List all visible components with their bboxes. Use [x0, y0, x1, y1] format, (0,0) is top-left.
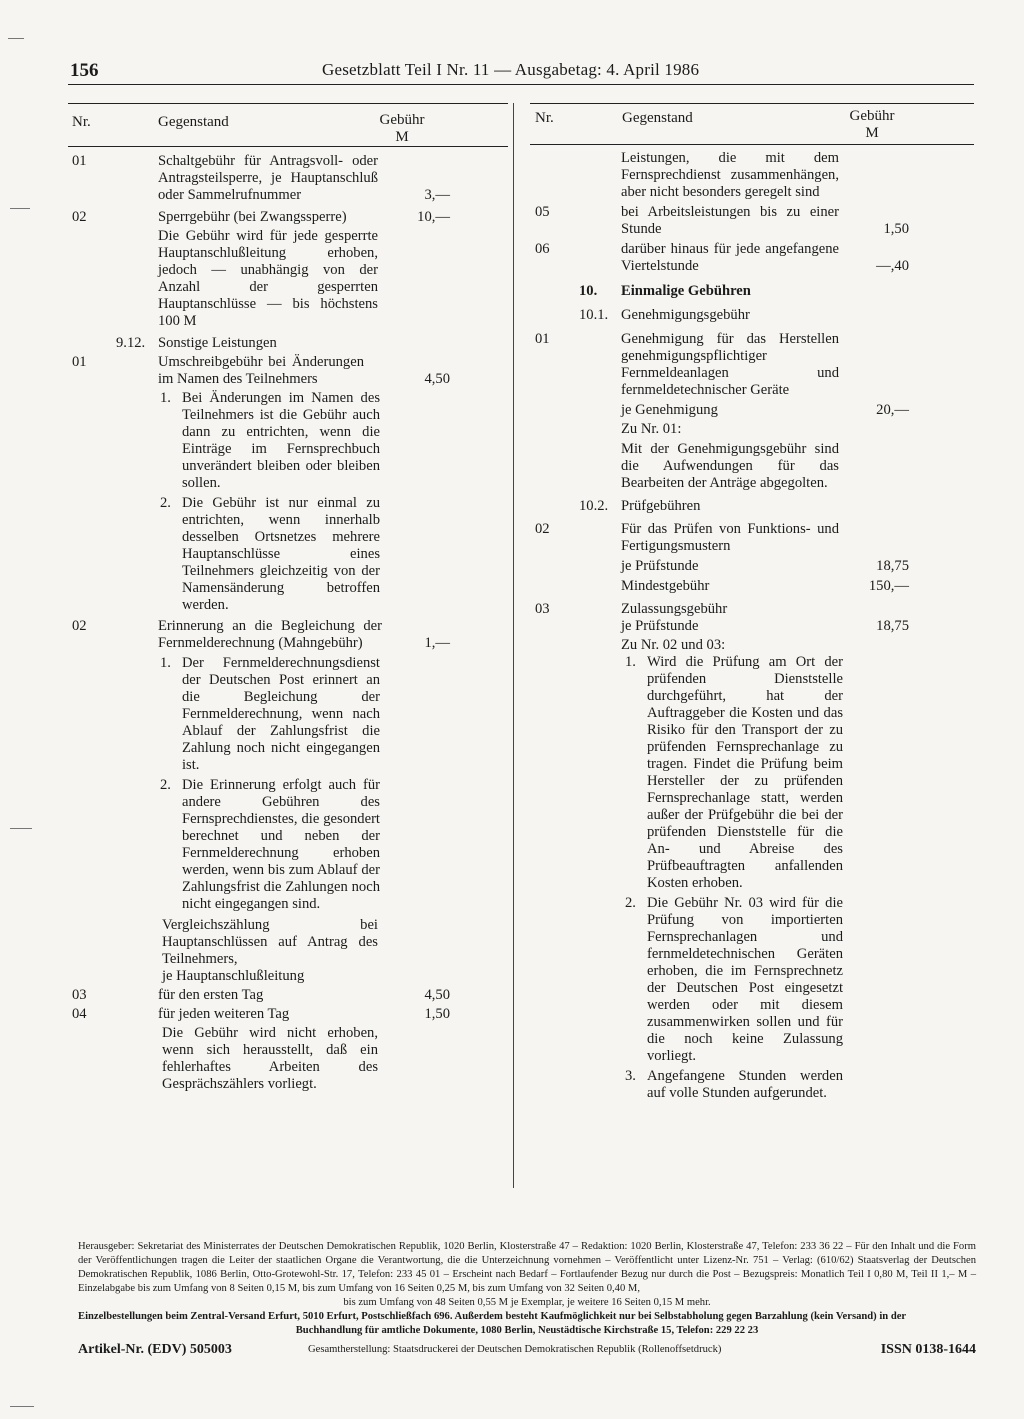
row-number: 03 — [72, 987, 87, 1003]
fee-label: Gebühr — [379, 112, 425, 128]
gazette-title: Gesetzblatt Teil I Nr. 11 — Ausgabetag: 4. April 1986 — [322, 60, 700, 79]
left-header-nr: Nr. — [72, 114, 91, 130]
row-number: 03 — [535, 601, 550, 617]
fee-row-02-reminder — [72, 618, 504, 652]
row-fee: 20,— — [876, 402, 909, 418]
section-title: Einmalige Gebühren — [621, 283, 751, 299]
left-column-rule — [68, 103, 508, 104]
note-number: 1. — [160, 655, 171, 671]
section-10 — [535, 283, 972, 300]
row-number: 04 — [72, 1006, 87, 1022]
intro-text: Leistungen, die mit dem Fernsprechdienst zusammenhängen, aber nicht besonders geregelt sind — [621, 150, 839, 200]
row-note: Mit der Genehmigungsgebühr sind die Aufwendungen für das Bearbeiten der Anträge abgegolten. — [621, 441, 839, 491]
note-text: Der Fernmelderechnungsdienst der Deutschen Post erinnert an die Begleichung der Fernmelderechnung, wenn nach Ablauf der Zahlungsfrist die Zahlung noch nicht eingegangen ist. — [182, 655, 380, 773]
comparison-count-sub: je Hauptanschlußleitung — [162, 968, 305, 984]
row-note: Die Gebühr wird für jede gesperrte Hauptanschlußleitung erhoben, jedoch — unabhängig von der Anzahl der gesperrten Hauptanschlüsse — bis höchstens 100 M — [158, 228, 378, 329]
row-fee: 10,— — [417, 209, 450, 225]
row-number: 02 — [72, 618, 87, 634]
fee-row-02 — [72, 209, 504, 226]
left-header-fee — [372, 112, 432, 146]
fee-row-01 — [72, 153, 504, 204]
section-9-12 — [72, 335, 504, 352]
row-fee: 150,— — [868, 578, 909, 594]
row-text: Sperrgebühr (bei Zwangssperre) — [158, 209, 347, 225]
row-text: Umschreibgebühr bei Änderungen im Namen des Teilnehmers — [158, 354, 364, 387]
left-column — [72, 153, 504, 1093]
note-item — [160, 495, 380, 614]
note-text: Angefangene Stunden werden auf volle Stunden aufgerundet. — [647, 1068, 843, 1101]
right-column-rule — [530, 103, 974, 104]
row-text: Schaltgebühr für Antragsvoll- oder Antragsteilsperre, je Hauptanschluß oder Sammelrufnummer — [158, 153, 378, 203]
row-text: Erinnerung an die Begleichung der Fernmelderechnung (Mahngebühr) — [158, 618, 382, 651]
page-number: 156 — [70, 60, 99, 81]
approval-test-fee-line — [535, 618, 972, 635]
row-note: Die Gebühr wird nicht erhoben, wenn sich herausstellt, daß ein fehlerhaftes Arbeiten des Gesprächszählers vorliegt. — [162, 1025, 378, 1092]
note-text: Wird die Prüfung am Ort der prüfenden Dienststelle durchgeführt, hat der Auftraggeber die Kosten und das Risiko für den Transport der zu prüfenden Fernsprechanlage zu tragen. Findet die Prüfung beim Hersteller der zu prüfenden Fernsprechanlage statt, werden außer der Prüfgebühr die bei der prüfenden Dienststelle für die An- und Abreise des Prüfbeauftragten anfallenden Kosten erhoben. — [647, 654, 843, 891]
row-fee: 18,75 — [876, 558, 909, 574]
row-fee: —,40 — [876, 258, 909, 274]
row-fee: 1,50 — [424, 1006, 450, 1022]
fee-unit: M — [395, 129, 409, 145]
fee-row-04 — [72, 1006, 504, 1023]
row-fee: 1,50 — [883, 221, 909, 237]
row-text: bei Arbeitsleistungen bis zu einer Stunde — [621, 204, 839, 237]
note-text: Die Erinnerung erfolgt auch für andere Gebühren des Fernsprechdienstes, die gesondert berechnet und neben der Fernmelderechnung erhoben werden, wenn bis zum Ablauf der Zahlungsfrist die Zahlungen noch nicht eingegangen sind. — [182, 777, 380, 912]
column-divider — [513, 103, 514, 1188]
right-header-fee — [842, 108, 902, 142]
row-number: 02 — [72, 209, 87, 225]
scan-mark — [10, 1406, 34, 1407]
note-number: 2. — [160, 495, 171, 511]
section-number: 10. — [579, 283, 598, 299]
row-sub: je Prüfstunde — [621, 618, 699, 634]
left-header-rule — [68, 146, 508, 147]
row-number: 01 — [72, 153, 87, 169]
section-number: 10.1. — [579, 307, 609, 323]
row-number: 06 — [535, 241, 550, 257]
right-column — [535, 150, 972, 1102]
note-number: 2. — [625, 895, 636, 911]
row-number: 01 — [72, 354, 87, 370]
row-fee: 1,— — [424, 635, 450, 651]
note-text: Bei Änderungen im Namen des Teilnehmers ist die Gebühr auch dann zu entrichten, wenn die Einträge im Fernsprechbuch unverändert bleiben oder bleiben sollen. — [182, 390, 380, 491]
note-number: 3. — [625, 1068, 636, 1084]
fee-row-03 — [72, 987, 504, 1004]
scan-mark — [10, 208, 30, 209]
testing-fee-line — [535, 558, 972, 575]
row-text: Zulassungsgebühr — [621, 601, 728, 617]
row-text: für jeden weiteren Tag — [158, 1006, 290, 1022]
section-number: 9.12. — [116, 335, 146, 351]
row-text: Genehmigung für das Herstellen genehmigungspflichtiger Fernmeldeanlagen und fernmeldetechnischer Geräte — [621, 331, 839, 398]
row-fee: 18,75 — [876, 618, 909, 634]
publisher-info: Herausgeber: Sekretariat des Ministerrates der Deutschen Demokratischen Republik, 1020 Berlin, Klosterstraße 47 – Redaktion: 1020 Berlin, Klosterstraße 47, Telefon: 233 36 22 – Für den Inhalt und die Form der Veröffentlichungen tragen die Leiter der staatlichen Organe die Verantwortung, die die Unterzeichnung vornehmen – Veröffentlicht unter Lizenz-Nr. 751 – Verlag: (610/62) Staatsverlag der Deutschen Demokratischen Republik, 1086 Berlin, Otto-Grotewohl-Str. 17, Telefon: 233 45 01 – Erscheint nach Bedarf – Fortlaufender Bezug nur durch die Post – Bezugspreis: Monatlich Teil I 0,80 M, Teil II 1,– M – Einzelabgabe bis zum Umfang von 8 Seiten 0,15 M, bis zum Umfang von 16 Seiten 0,25 M, bis zum Umfang von 32 Seiten 0,40 M, — [78, 1241, 976, 1294]
minimum-fee-line — [535, 578, 972, 595]
approval-fee-line — [535, 402, 972, 419]
section-title: Sonstige Leistungen — [158, 335, 277, 351]
row-sub: je Prüfstunde — [621, 558, 699, 574]
note-item — [160, 390, 380, 492]
order-info-end: Buchhandlung für amtliche Dokumente, 1080 Berlin, Neustädtische Kirchstraße 15, Telefon: 229 22 23 — [295, 1325, 759, 1336]
section-title: Genehmigungsgebühr — [621, 307, 750, 323]
row-text: Für das Prüfen von Funktions- und Fertigungsmustern — [621, 521, 839, 554]
row-fee: 3,— — [424, 187, 450, 203]
fee-row-01-approval — [535, 331, 972, 399]
note-text: Die Gebühr ist nur einmal zu entrichten, wenn innerhalb desselben Ortsnetzes mehrere Hauptanschlüsse eines Teilnehmers gleichzeitig von der Namensänderung betroffen werden. — [182, 495, 380, 613]
section-10-2 — [535, 498, 972, 515]
note-item — [625, 1068, 843, 1102]
row-fee: 4,50 — [424, 371, 450, 387]
note-item — [625, 654, 843, 892]
row-sub: Mindestgebühr — [621, 578, 710, 594]
note-item — [160, 655, 380, 774]
fee-row-06 — [535, 241, 972, 275]
fee-row-01-renaming — [72, 354, 504, 388]
scan-mark — [10, 828, 32, 829]
right-header-rule — [530, 144, 974, 145]
note-number: 1. — [160, 390, 171, 406]
note-text: Die Gebühr Nr. 03 wird für die Prüfung von importierten Fernsprechanlagen und fernmeldetechnischen Geräten erhoben, die im Fernsprechnetz der Deutschen Post eingesetzt werden oder mit diesem zusammenwirken sollen und für die noch keine Zulassung vorliegt. — [647, 895, 843, 1064]
printer-info: Gesamtherstellung: Staatsdruckerei der Deutschen Demokratischen Republik (Rollenoffsetdruck) — [308, 1344, 722, 1355]
right-header-nr: Nr. — [535, 110, 554, 126]
fee-row-02-testing — [535, 521, 972, 555]
row-sub: je Genehmigung — [621, 402, 718, 418]
fee-row-03-approval-test — [535, 601, 972, 618]
note-heading: Zu Nr. 01: — [621, 421, 682, 437]
scan-mark — [8, 38, 24, 39]
right-header-subject: Gegenstand — [622, 110, 693, 126]
fee-unit: M — [865, 125, 879, 141]
row-number: 02 — [535, 521, 550, 537]
issn: ISSN 0138-1644 — [880, 1342, 976, 1357]
row-number: 01 — [535, 331, 550, 347]
header-rule — [68, 84, 974, 85]
order-info: Einzelbestellungen beim Zentral-Versand Erfurt, 5010 Erfurt, Postschließfach 696. Außerdem besteht Kaufmöglichkeit nur bei Selbstabholung gegen Barzahlung (kein Versand) in der — [78, 1311, 907, 1322]
imprint — [78, 1240, 976, 1338]
note-number: 2. — [160, 777, 171, 793]
publisher-info-end: bis zum Umfang von 48 Seiten 0,55 M je Exemplar, je weitere 16 Seiten 0,15 M mehr. — [343, 1297, 711, 1308]
row-text: darüber hinaus für jede angefangene Viertelstunde — [621, 241, 839, 274]
note-item — [160, 777, 380, 913]
comparison-count-text: Vergleichszählung bei Hauptanschlüssen auf Antrag des Teilnehmers, — [162, 917, 378, 967]
section-title: Prüfgebühren — [621, 498, 701, 514]
row-number: 05 — [535, 204, 550, 220]
fee-label: Gebühr — [849, 108, 895, 124]
note-number: 1. — [625, 654, 636, 670]
row-fee: 4,50 — [424, 987, 450, 1003]
section-number: 10.2. — [579, 498, 609, 514]
row-text: für den ersten Tag — [158, 987, 264, 1003]
note-item — [625, 895, 843, 1065]
section-10-1 — [535, 307, 972, 324]
article-number: Artikel-Nr. (EDV) 505003 — [78, 1342, 232, 1357]
fee-row-05 — [535, 204, 972, 238]
left-header-subject: Gegenstand — [158, 114, 229, 130]
note-heading: Zu Nr. 02 und 03: — [621, 637, 726, 653]
